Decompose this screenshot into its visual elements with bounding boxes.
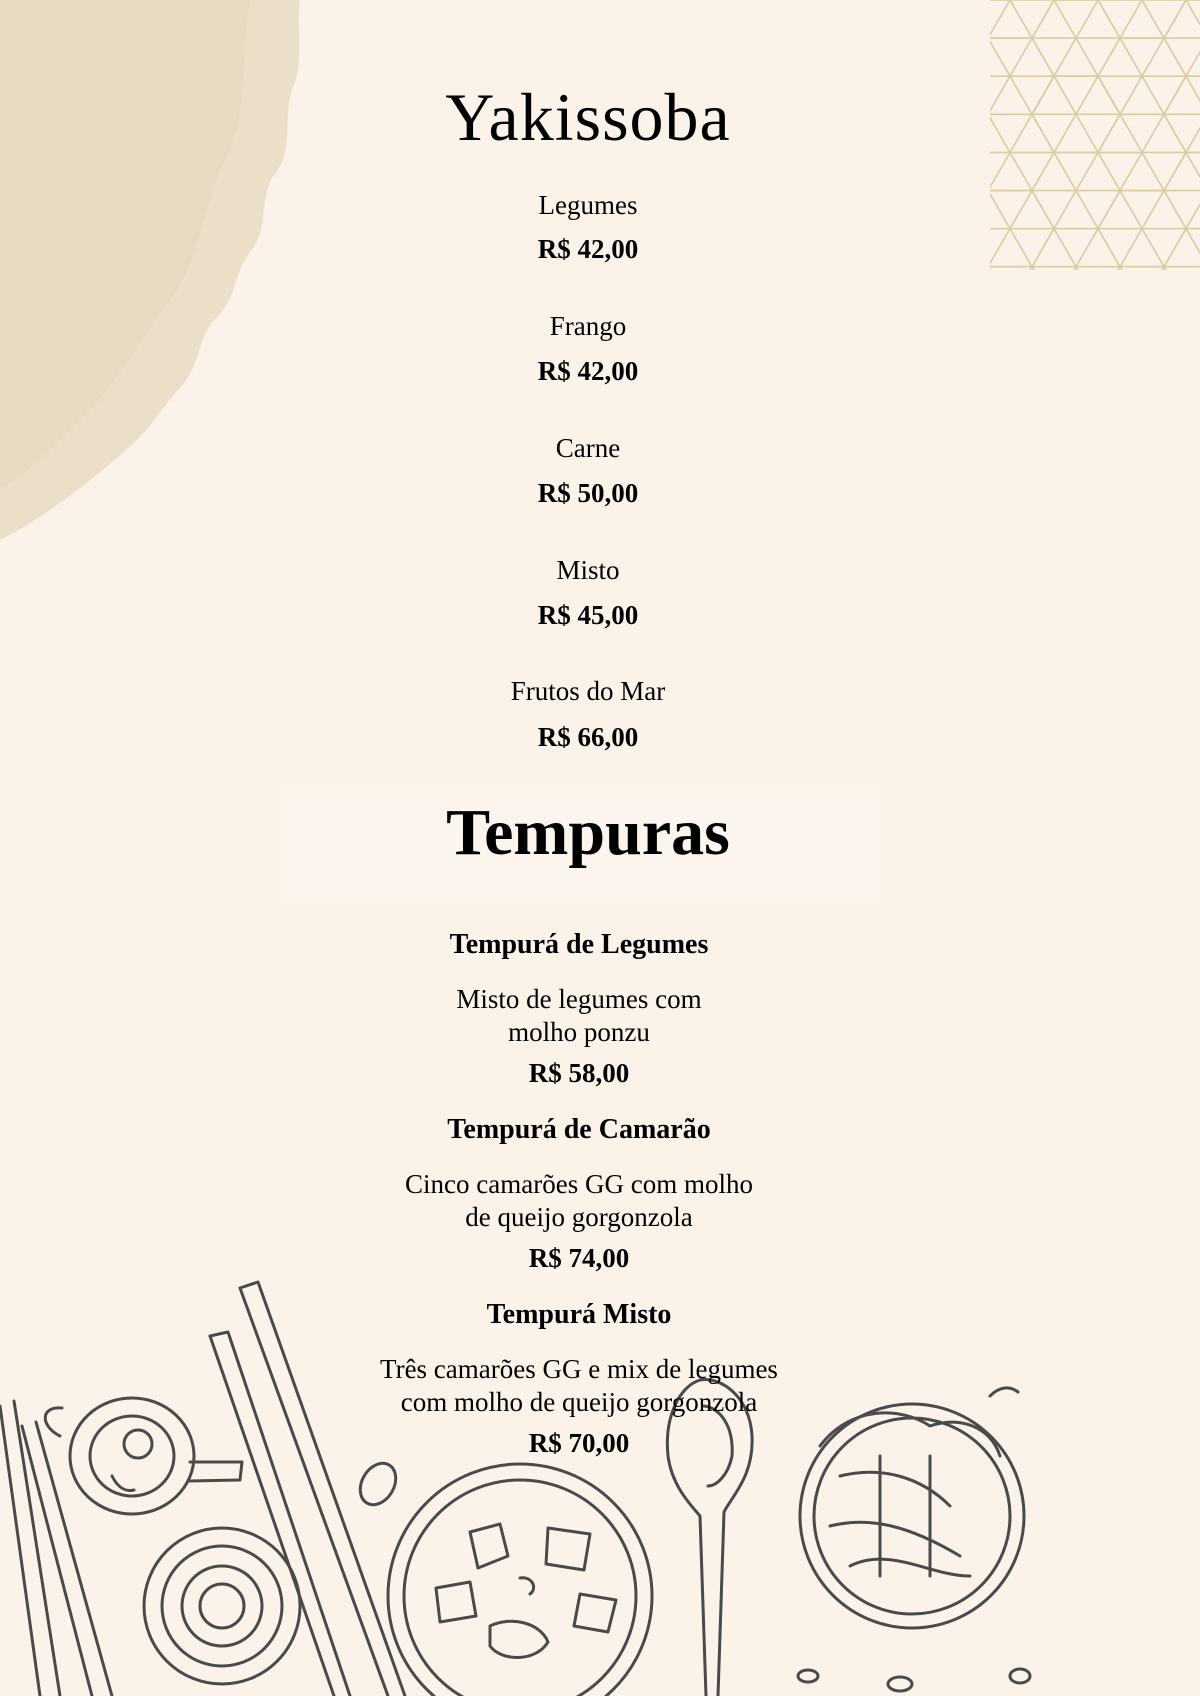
menu-item-price: R$ 42,00	[537, 234, 639, 264]
tempura-item-name: Tempurá Misto	[486, 1299, 672, 1330]
tempura-item-description: de queijo gorgonzola	[465, 1202, 693, 1232]
asian-food-sketch-icon	[0, 1276, 1200, 1696]
tempura-item-description: Cinco camarões GG com molho	[405, 1169, 753, 1199]
section-title-tempuras: Tempuras	[446, 796, 730, 869]
tempura-item-price: R$ 58,00	[528, 1058, 630, 1088]
menu-item-price: R$ 50,00	[537, 478, 639, 508]
tempura-item-name: Tempurá de Camarão	[447, 1114, 711, 1145]
menu-item-name: Misto	[556, 555, 620, 585]
tempura-item-name: Tempurá de Legumes	[449, 929, 709, 960]
menu-item-name: Legumes	[538, 190, 638, 220]
menu-item-name: Frutos do Mar	[510, 676, 666, 706]
tempura-item-description: com molho de queijo gorgonzola	[400, 1387, 758, 1417]
tempura-item-description: molho ponzu	[508, 1017, 650, 1047]
tempura-item-description: Três camarões GG e mix de legumes	[380, 1354, 778, 1384]
tempura-item-price: R$ 74,00	[528, 1243, 630, 1273]
menu-item-price: R$ 66,00	[537, 722, 639, 752]
menu-item-name: Carne	[555, 433, 621, 463]
menu-item-price: R$ 45,00	[537, 600, 639, 630]
menu-item-price: R$ 42,00	[537, 356, 639, 386]
menu-item-name: Frango	[549, 311, 627, 341]
tempura-item-description: Misto de legumes com	[456, 984, 702, 1014]
tempura-item-price: R$ 70,00	[528, 1428, 630, 1458]
section-title-yakissoba: Yakissoba	[445, 79, 731, 155]
